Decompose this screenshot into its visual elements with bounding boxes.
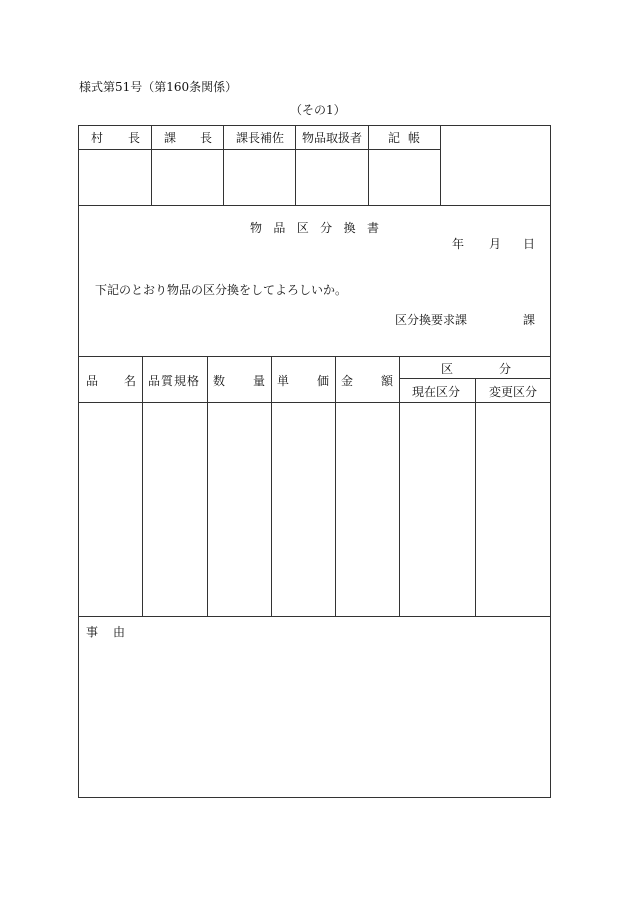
approval-stamp-cell[interactable]: [224, 150, 295, 205]
column-group-header-classification: 区 分: [441, 362, 511, 376]
column-header-current-classification: 現在区分: [412, 385, 461, 399]
reason-label: 事 由: [86, 625, 125, 639]
requester-suffix: 課: [523, 313, 536, 327]
date-year-label: 年: [452, 237, 465, 251]
request-statement: 下記のとおり物品の区分換をしてよろしいか。: [95, 283, 348, 297]
item-name-cell[interactable]: [79, 403, 142, 616]
column-header-new-classification: 変更区分: [489, 385, 538, 399]
approval-header-ledger: 記 帳: [388, 131, 420, 145]
current-classification-cell[interactable]: [400, 403, 475, 616]
table-bottom-border: [78, 616, 551, 617]
approval-stamp-cell[interactable]: [369, 150, 440, 205]
unit-price-cell[interactable]: [272, 403, 335, 616]
quality-spec-cell[interactable]: [143, 403, 207, 616]
column-header-item-name: 品 名: [86, 374, 136, 388]
form-number: 様式第51号（第160条関係）: [79, 80, 238, 94]
requester-label: 区分換要求課: [395, 313, 468, 327]
amount-cell[interactable]: [336, 403, 399, 616]
table-top-border: [78, 356, 551, 357]
date-day-label: 日: [523, 237, 536, 251]
quantity-cell[interactable]: [208, 403, 271, 616]
new-classification-cell[interactable]: [476, 403, 550, 616]
column-header-unit-price: 単 価: [277, 374, 329, 388]
column-header-quality-spec: 品質規格: [148, 374, 201, 388]
reason-entry-area[interactable]: [79, 645, 550, 797]
approval-header-assistant-chief: 課長補佐: [236, 131, 285, 145]
column-header-quantity: 数 量: [213, 374, 265, 388]
approval-col-divider: [440, 125, 441, 205]
column-header-amount: 金 額: [341, 374, 393, 388]
approval-stamp-cell[interactable]: [296, 150, 368, 205]
form-sub-number: （その1）: [290, 103, 346, 117]
approval-stamp-cell[interactable]: [152, 150, 223, 205]
approval-header-goods-handler: 物品取扱者: [302, 131, 363, 145]
document-title: 物 品 区 分 換 書: [250, 221, 379, 235]
approval-stamp-cell[interactable]: [79, 150, 151, 205]
date-month-label: 月: [489, 237, 502, 251]
approval-header-mayor: 村 長: [91, 131, 140, 145]
approval-bottom-divider: [78, 205, 551, 206]
approval-header-section-chief: 課 長: [164, 131, 212, 145]
